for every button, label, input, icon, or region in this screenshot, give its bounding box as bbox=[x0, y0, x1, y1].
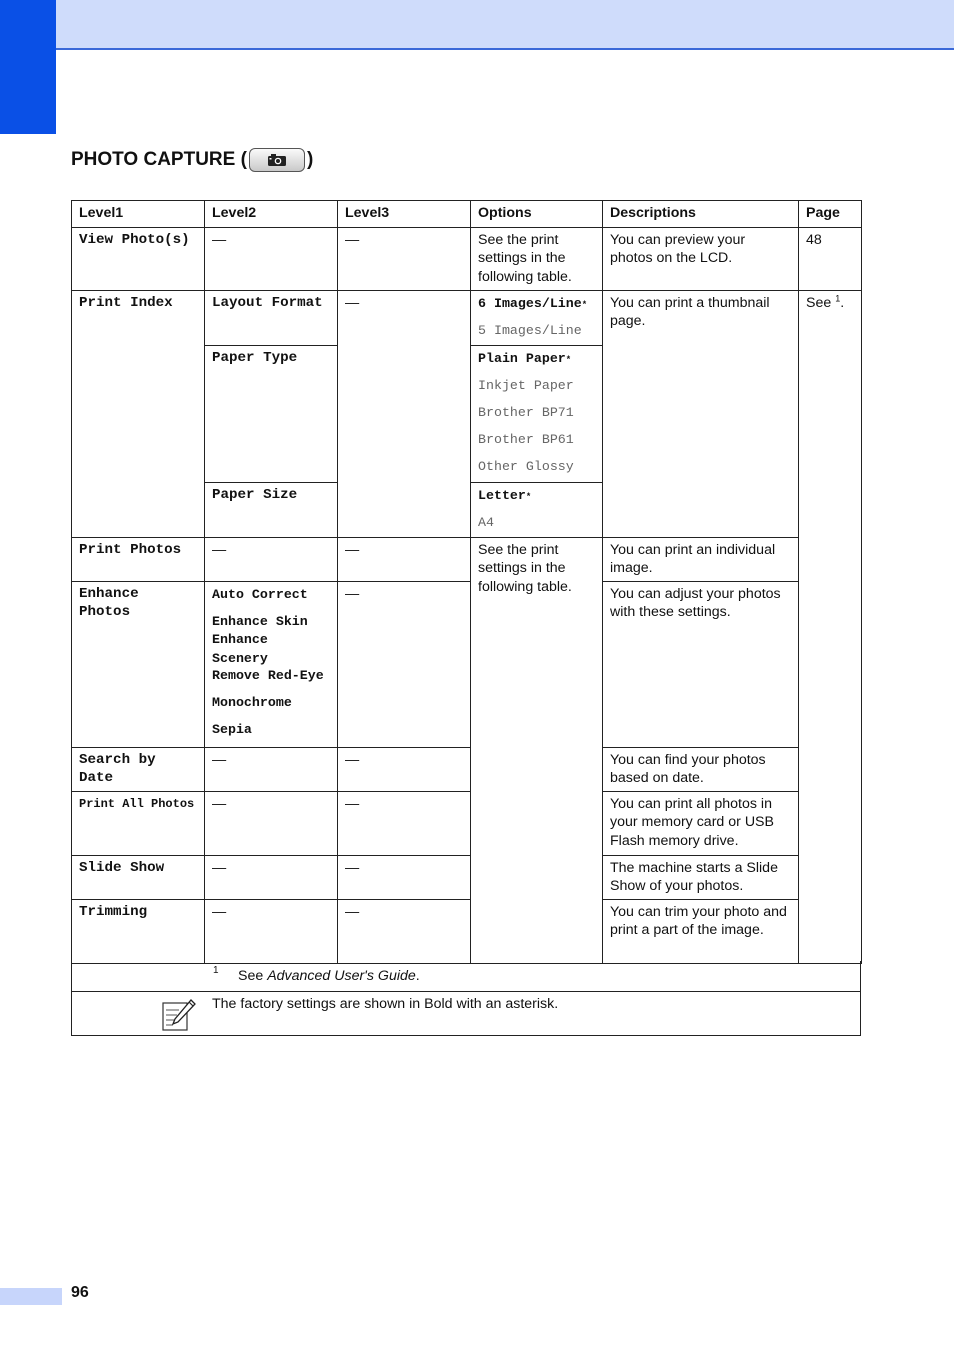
note-text: The factory settings are shown in Bold with an asterisk. bbox=[212, 996, 559, 1012]
table-row bbox=[72, 582, 862, 748]
level2-dash: — bbox=[205, 748, 338, 792]
header-band bbox=[0, 0, 954, 50]
level1-enhance-photos: Enhance Photos bbox=[72, 582, 205, 748]
level1-slide-show: Slide Show bbox=[72, 856, 205, 900]
level2-enhance-options bbox=[205, 582, 338, 748]
page-number-tab bbox=[0, 1288, 62, 1305]
col-header-level3: Level3 bbox=[338, 201, 471, 228]
table-row bbox=[72, 748, 862, 792]
level1-print-index: Print Index bbox=[72, 291, 205, 538]
level2-paper-size: Paper Size bbox=[205, 483, 338, 538]
col-header-page: Page bbox=[799, 201, 862, 228]
note-box bbox=[71, 991, 861, 1036]
option-item: Sepia bbox=[212, 722, 252, 738]
description-enhance-photos: You can adjust your photos with these settings. bbox=[603, 582, 799, 748]
col-header-level2: Level2 bbox=[205, 201, 338, 228]
option-item: 6 Images/Line * bbox=[478, 296, 588, 312]
level1-trimming: Trimming bbox=[72, 900, 205, 964]
guide-title: Advanced User's Guide bbox=[267, 968, 416, 984]
options-layout-format bbox=[471, 291, 603, 346]
table-row bbox=[72, 538, 862, 582]
level3-dash: — bbox=[338, 291, 471, 538]
level2-dash: — bbox=[205, 856, 338, 900]
option-item: Auto Correct bbox=[212, 587, 308, 603]
col-header-level1: Level1 bbox=[72, 201, 205, 228]
table-row bbox=[72, 900, 862, 964]
description-print-all-photos: You can print all photos in your memory card or USB Flash memory drive. bbox=[603, 792, 799, 856]
level1-print-photos: Print Photos bbox=[72, 538, 205, 582]
footnote bbox=[71, 961, 861, 992]
option-item: Plain Paper * bbox=[478, 351, 572, 367]
level3-dash: — bbox=[338, 900, 471, 964]
level3-dash: — bbox=[338, 538, 471, 582]
chapter-tab bbox=[0, 0, 56, 134]
level1-print-all-photos: Print All Photos bbox=[72, 792, 205, 856]
level2-dash: — bbox=[205, 792, 338, 856]
option-item: Inkjet Paper bbox=[478, 378, 574, 394]
level1-view-photos: View Photo(s) bbox=[72, 228, 205, 291]
section-title-text: PHOTO CAPTURE ( bbox=[71, 149, 247, 170]
level3-dash: — bbox=[338, 792, 471, 856]
options-paper-type bbox=[471, 346, 603, 483]
option-item: Brother BP61 bbox=[478, 432, 574, 448]
level3-dash: — bbox=[338, 582, 471, 748]
level3-dash: — bbox=[338, 748, 471, 792]
option-item: A4 bbox=[478, 515, 494, 531]
section-title bbox=[71, 148, 313, 172]
page-number: 96 bbox=[71, 1284, 89, 1301]
description-search-by-date: You can find your photos based on date. bbox=[603, 748, 799, 792]
level2-dash: — bbox=[205, 228, 338, 291]
option-item: Enhance Skin bbox=[212, 614, 308, 630]
footnote-number: 1 bbox=[213, 965, 219, 976]
table-row bbox=[72, 856, 862, 900]
level3-dash: — bbox=[338, 228, 471, 291]
description-print-index: You can print a thumbnail page. bbox=[603, 291, 799, 538]
option-item: Brother BP71 bbox=[478, 405, 574, 421]
option-item: Remove Red-Eye bbox=[212, 668, 324, 684]
description-print-photos: You can print an individual image. bbox=[603, 538, 799, 582]
description-view-photos: You can preview your photos on the LCD. bbox=[603, 228, 799, 291]
table-row bbox=[72, 792, 862, 856]
page-print-index: See $^1$. bbox=[799, 291, 862, 964]
description-slide-show: The machine starts a Slide Show of your photos. bbox=[603, 856, 799, 900]
section-title-close: ) bbox=[306, 149, 314, 170]
col-header-descriptions: Descriptions bbox=[603, 201, 799, 228]
option-item: 5 Images/Line bbox=[478, 323, 582, 339]
options-paper-size bbox=[471, 483, 603, 538]
note-pencil-icon bbox=[161, 998, 197, 1032]
options-print-photos: See the print settings in the following table. bbox=[471, 538, 603, 964]
level2-paper-type: Paper Type bbox=[205, 346, 338, 483]
table-row bbox=[72, 291, 862, 346]
description-trimming: You can trim your photo and print a part of the image. bbox=[603, 900, 799, 964]
options-view-photos: See the print settings in the following table. bbox=[471, 228, 603, 291]
level1-search-by-date: Search by Date bbox=[72, 748, 205, 792]
level2-dash: — bbox=[205, 900, 338, 964]
option-item: Monochrome bbox=[212, 695, 292, 711]
footnote-text: See Advanced User's Guide. bbox=[238, 968, 420, 984]
photo-capture-key bbox=[249, 148, 305, 172]
col-header-options: Options bbox=[471, 201, 603, 228]
page-view-photos: 48 bbox=[799, 228, 862, 291]
level3-dash: — bbox=[338, 856, 471, 900]
level2-layout-format: Layout Format bbox=[205, 291, 338, 346]
option-item: Enhance Scenery bbox=[212, 632, 268, 666]
table-header-row bbox=[72, 201, 862, 228]
footnote-ref: 1 bbox=[835, 293, 841, 304]
option-item: Letter * bbox=[478, 488, 532, 504]
option-item: Other Glossy bbox=[478, 459, 574, 475]
photo-capture-table bbox=[71, 200, 862, 964]
level2-dash: — bbox=[205, 538, 338, 582]
table-row bbox=[72, 228, 862, 291]
camera-icon bbox=[267, 153, 287, 167]
